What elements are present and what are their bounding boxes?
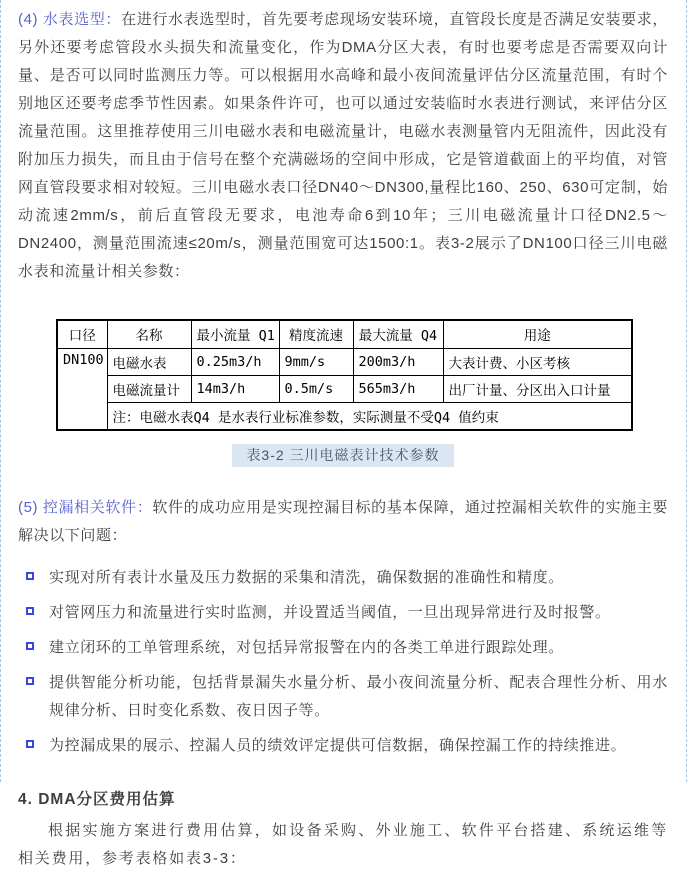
square-bullet-icon [26,572,34,580]
list-item [18,634,668,662]
spec-table-wrapper [56,319,668,431]
header-name: 名称 [107,320,191,348]
list-item-text: 为控漏成果的展示、控漏人员的绩效评定提供可信数据，确保控漏工作的持续推进。 [49,736,627,754]
section4-label: (4) 水表选型： [18,11,122,28]
header-min-flow: 最小流量 Q1 [191,320,279,348]
list-item-text: 提供智能分析功能，包括背景漏失水量分析、最小夜间流量分析、配表合理性分析、用水规律分析、日时变化系数、夜日因子等。 [49,673,668,719]
table-header-row [57,320,632,348]
cell-name: 电磁流量计 [107,375,191,402]
cell-q1: 14m3/h [191,375,279,402]
software-feature-list [18,564,668,760]
cell-q4: 200m3/h [353,348,443,375]
cell-usage: 大表计费、小区考核 [443,348,632,375]
list-item [18,599,668,627]
table-caption: 表3-2 三川电磁表计技术参数 [232,444,453,467]
square-bullet-icon [26,607,34,615]
header-accuracy-velocity: 精度流速 [279,320,353,348]
table-row [57,375,632,402]
list-item-text: 建立闭环的工单管理系统，对包括异常报警在内的各类工单进行跟踪处理。 [49,638,564,656]
paragraph-leak-control-software [18,494,668,550]
square-bullet-icon [26,677,34,685]
paragraph-water-meter-selection [18,6,668,286]
cell-q4: 565m3/h [353,375,443,402]
list-item [18,669,668,725]
list-item [18,564,668,592]
cell-accuracy: 9mm/s [279,348,353,375]
section5-text: 软件的成功应用是实现控漏目标的基本保障，通过控漏相关软件的实施主要解决以下问题： [18,498,668,544]
header-diameter: 口径 [57,320,107,348]
header-max-flow: 最大流量 Q4 [353,320,443,348]
list-item [18,732,668,760]
header-usage: 用途 [443,320,632,348]
paragraph-cost-estimate: 根据实施方案进行费用估算，如设备采购、外业施工、软件平台搭建、系统运维等相关费用，参考表格如表3-3： [18,821,668,867]
section4-text: 在进行水表选型时，首先要考虑现场安装环境，直管段长度是否满足安装要求，另外还要考虑管段水头损失和流量变化，作为DMA分区大表，有时也要考虑是否需要双向计量、是否可以同时监测压力等。可以根据用水高峰和最小夜间流量评估分区流量范围，有时个别地区还要考虑季节性因素。如果条件许可，也可以通过安装临时水表进行测试，来评估分区流量范围。这里推荐使用三川电磁水表和电磁流量计，电磁水表测量管内无阻流件，因此没有附加压力损失，而且由于信号在整个充满磁场的空间中形成，它是管道截面上的平均值，对管网直管段要求相对较短。三川电磁水表口径DN40～DN300,量程比160、250、630可定制，始动流速2mm/s，前后直管段无要求，电池寿命6到10年；三川电磁流量计口径DN2.5～DN2400，测量范围流速≤20m/s，测量范围宽可达1500:1。表3-2展示了DN100口径三川电磁水表和流量计相关参数： [18,11,668,280]
square-bullet-icon [26,740,34,748]
table-row [57,348,632,375]
cell-accuracy: 0.5m/s [279,375,353,402]
table-caption-row [18,444,668,467]
heading-dma-cost-estimate: 4. DMA分区费用估算 [18,790,176,808]
cell-q1: 0.25m3/h [191,348,279,375]
cell-diameter: DN100 [57,348,107,430]
cell-usage: 出厂计量、分区出入口计量 [443,375,632,402]
square-bullet-icon [26,642,34,650]
spec-table [56,319,633,431]
cell-name: 电磁水表 [107,348,191,375]
list-item-text: 实现对所有表计水量及压力数据的采集和清洗，确保数据的准确性和精度。 [49,568,564,586]
section5-label: (5) 控漏相关软件： [18,498,153,516]
list-item-text: 对管网压力和流量进行实时监测，并设置适当阈值，一旦出现异常进行及时报警。 [49,603,611,621]
table-note-row [57,402,632,430]
table-note: 注：电磁水表Q4 是水表行业标准参数，实际测量不受Q4 值约束 [107,402,632,430]
